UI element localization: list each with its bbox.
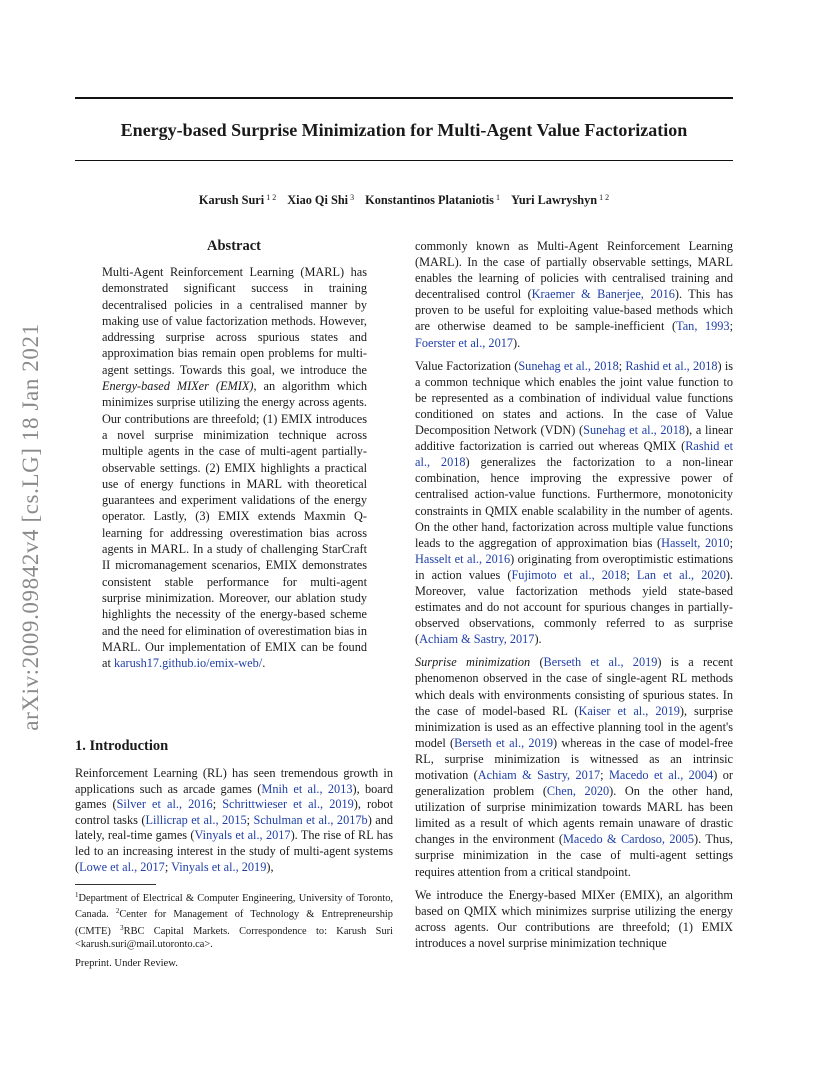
citation-link[interactable]: Rashid et al., 2018 (625, 358, 718, 373)
affiliation-footnote: $^1$Department of Electrical & Computer Engineering, University of Toronto, Canada. $^2$Center for Management of Technology & Entrepreneurship (CMTE) $^3$RBC Capital Markets. Correspondence to: Karush Suri <karush.suri@mail.utoronto.ca>. (75, 891, 393, 951)
abstract-heading: Abstract (207, 238, 261, 254)
citation-link[interactable]: Vinyals et al., 2019 (171, 859, 267, 874)
citation-link[interactable]: Macedo & Cardoso, 2005 (563, 832, 694, 847)
citation-link[interactable]: Macedo et al., 2004 (608, 768, 714, 782)
introduction-paragraph: Reinforcement Learning (RL) has seen tremendous growth in applications such as arcade games (Mnih et al., 2013), board games (Silver et al., 2016; Schrittwieser et al., 2019), robot control tasks (Lillicrap et al., 2015; Schulman et al., 2017b) and lately, real-time games (Vinyals et al., 2017). The rise of RL has led to an increasing interest in the study of multi-agent systems (Lowe et al., 2017; Vinyals et al., 2019), (75, 766, 393, 874)
citation-link[interactable]: Lowe et al., 2017 (79, 859, 165, 874)
citation-link[interactable]: Mnih et al., 2013 (261, 781, 353, 796)
paper-title: Energy-based Surprise Minimization for Multi-Agent Value Factorization (120, 120, 688, 140)
citation-link[interactable]: Hasselt, 2010 (661, 535, 730, 550)
author: Karush Suri $^{1 2}$ (198, 193, 277, 207)
project-link[interactable]: karush17.github.io/emix-web/ (113, 656, 263, 671)
citation-link[interactable]: Sunehag et al., 2018 (583, 423, 685, 438)
author: Yuri Lawryshyn $^{1 2}$ (511, 193, 610, 207)
author: Konstantinos Plataniotis $^1$ (365, 193, 500, 207)
citation-link[interactable]: Berseth et al., 2019 (543, 655, 658, 670)
abstract-body: Multi-Agent Reinforcement Learning (MARL) has demonstrated significant success in training decentralised policies in a centralised manner by making use of value factorization methods. However, addressing surprise across spurious states and approximation bias remain open problems for multi-agent settings. Towards this goal, we introduce the Energy-based MIXer (EMIX), an algorithm which minimizes surprise utilizing the energy across agents. Our contributions are threefold; (1) EMIX introduces a novel surprise minimization technique across multiple agents in the case of multi-agent partially-observable settings. (2) EMIX highlights a practical use of energy functions in MARL with theoretical guarantees and experiment validations of the energy operator. Lastly, (3) EMIX extends Maxmin Q-learning for addressing overestimation bias across agents in MARL. In a study of challenging StarCraft II micromanagement scenarios, EMIX demonstrates consistent stable performance for multi-agent surprise minimization. Moreover, our ablation study highlights the necessity of the energy-based scheme and the need for elimination of overestimation bias in MARL. Our implementation of EMIX can be found at karush17.github.io/emix-web/. (102, 265, 367, 671)
citation-link[interactable]: Schrittwieser et al., 2019 (222, 797, 354, 812)
footnote-rule (75, 884, 156, 885)
author: Xiao Qi Shi $^3$ (287, 193, 355, 207)
title-top-rule (75, 97, 733, 99)
citation-link[interactable]: Achiam & Sastry, 2017 (419, 632, 535, 647)
citation-link[interactable]: Lan et al., 2020 (636, 567, 726, 582)
citation-link[interactable]: Lillicrap et al., 2015 (145, 812, 247, 827)
citation-link[interactable]: Foerster et al., 2017 (415, 335, 514, 350)
citation-link[interactable]: Fujimoto et al., 2018 (511, 567, 627, 582)
author-list (75, 189, 733, 209)
citation-link[interactable]: Kaiser et al., 2019 (578, 703, 680, 718)
citation-link[interactable]: Berseth et al., 2019 (454, 735, 554, 750)
citation-link[interactable]: Schulman et al., 2017b (253, 812, 368, 827)
paragraph-surprise-minimization: Surprise minimization (Berseth et al., 2019) is a recent phenomenon observed in the case of single-agent RL methods which deals with environments consisting of spurious states. In the case of model-based RL (Kaiser et al., 2019), surprise minimization is used as an effective planning tool in the agent's model (Berseth et al., 2019) whereas in the case of model-free RL, surprise minimization is witnessed as an intrinsic motivation (Achiam & Sastry, 2017; Macedo et al., 2004) or generalization problem (Chen, 2020). On the other hand, utilization of surprise minimization towards MARL has been limited as a result of which agents remain unaware of drastic changes in the environment (Macedo & Cardoso, 2005). Thus, surprise minimization in the case of multi-agent settings requires attention from a critical standpoint. (415, 655, 734, 879)
introduction-heading: 1. Introduction (75, 738, 169, 754)
citation-link[interactable]: Silver et al., 2016 (116, 797, 213, 812)
citation-link[interactable]: Hasselt et al., 2016 (415, 551, 511, 566)
paragraph-marl: commonly known as Multi-Agent Reinforcement Learning (MARL). In the case of partially observable settings, MARL enables the learning of policies with centralised training and decentralised control (Kraemer & Banerjee, 2016). This has proven to be useful for exploiting value-based methods which are otherwise deamed to be sample-inefficient (Tan, 1993; Foerster et al., 2017). (415, 239, 733, 350)
citation-link[interactable]: Kraemer & Banerjee, 2016 (531, 287, 675, 302)
citation-link[interactable]: Achiam & Sastry, 2017 (477, 768, 601, 782)
paragraph-contributions: We introduce the Energy-based MIXer (EMIX), an algorithm based on QMIX which minimizes surprise utilizing the energy across agents. Our contributions are threefold; (1) EMIX introduces a novel surprise minimization technique (415, 887, 733, 950)
citation-link[interactable]: Tan, 1993 (676, 319, 730, 334)
preprint-note: Preprint. Under Review. (75, 958, 178, 969)
citation-link[interactable]: Chen, 2020 (546, 784, 610, 799)
citation-link[interactable]: Vinyals et al., 2017 (194, 828, 291, 843)
right-column (415, 238, 733, 958)
arxiv-stamp: arXiv:2009.09842v4 [cs.LG] 18 Jan 2021 (18, 323, 43, 731)
title-bottom-rule (75, 160, 733, 161)
citation-link[interactable]: Rashid et al., 2018 (415, 439, 734, 470)
paragraph-value-factorization: Value Factorization (Sunehag et al., 2018; Rashid et al., 2018) is a common technique which enables the joint value function to be represented as a combination of individual value functions conditioned on states and actions. In the case of Value Decomposition Network (VDN) (Sunehag et al., 2018), a linear additive factorization is carried out whereas QMIX (Rashid et al., 2018) generalizes the factorization to a non-linear combination, hence improving the expressive power of centralised action-value functions. Furthermore, monotonicity constraints in QMIX enable scalability in the number of agents. On the other hand, factorization across multiple value functions leads to the aggregation of approximation bias (Hasselt, 2010; Hasselt et al., 2016) originating from overoptimistic estimations in action values (Fujimoto et al., 2018; Lan et al., 2020). Moreover, value factorization methods yield state-based estimates and do not account for spurious changes in partially-observed observations, commonly referred to as surprise (Achiam & Sastry, 2017). (415, 358, 734, 647)
citation-link[interactable]: Sunehag et al., 2018 (518, 358, 619, 373)
